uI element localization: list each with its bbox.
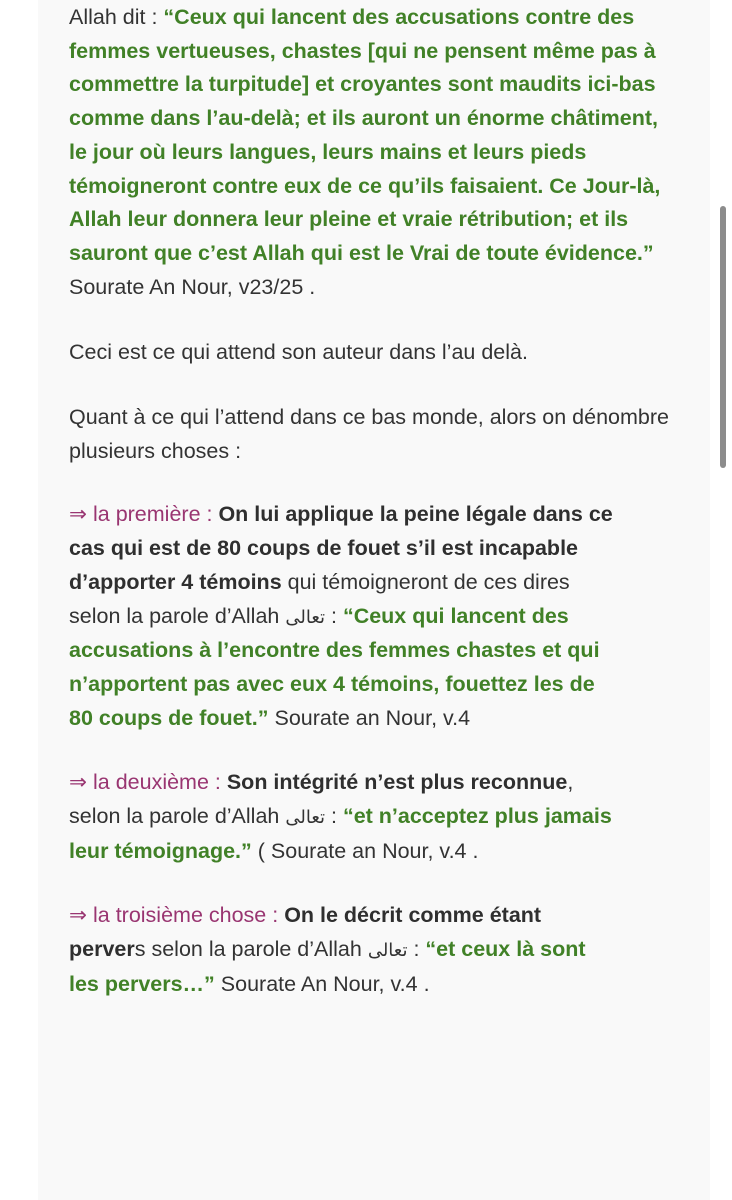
item-colon: : [325,603,343,628]
list-item-premiere [69,498,617,735]
item-text: qui témoigneront de ces dires selon la parole d’Allah [69,569,570,628]
quran-quote: “et ceux là sont les pervers…” [69,937,586,996]
list-item-deuxieme [69,766,617,868]
item-marker: ⇒ la deuxième : [69,770,227,795]
item-bold-text: On lui applique la peine légale dans ce cas qui est de 80 coups de fouet s’il est incapable d’apporter 4 témoins [69,502,613,594]
article-body [69,1,669,1002]
quran-quote: “et n’acceptez plus jamais leur témoignage.” [69,804,612,863]
arabic-word: تعالى [285,606,326,628]
item-colon: : [325,804,343,829]
sura-reference: Sourate An Nour, v23/25 . [69,274,316,299]
item-colon: : [407,937,426,962]
item-text: , selon la parole d’Allah [69,770,574,829]
vertical-scrollbar[interactable] [720,206,726,468]
arabic-word: تعالى [367,940,408,962]
sura-reference: Sourate an Nour, v.4 [268,705,471,730]
item-marker: ⇒ la troisième chose : [69,903,285,928]
intro-lead: Allah dit : [69,5,164,29]
quran-quote: “Ceux qui lancent des accusations contre des femmes vertueuses, chastes [qui ne pensent même pas à commettre la turpitude] et croyantes sont maudits ici-bas comme dans l’au-delà; et ils auront un énorme châtiment, le jour où leurs langues, leurs mains et leurs pieds témoigneront contre eux de ce qu’ils faisaient. Ce Jour-là, Allah leur donnera leur pleine et vraie rétribution; et ils sauront que c’est Allah qui est le Vrai de toute évidence.” [69,5,661,265]
paragraph-intro [69,1,669,304]
item-text: s selon la parole d’Allah [134,937,368,962]
sura-reference: Sourate An Nour, v.4 . [214,971,430,996]
paragraph-quant: Quant à ce qui l’attend dans ce bas monde, alors on dénombre plusieurs choses : [69,405,669,463]
quran-quote: “Ceux qui lancent des accusations à l’encontre des femmes chastes et qui n’apportent pas avec eux 4 témoins, fouettez les de 80 coups de fouet.” [69,603,600,730]
list-item-troisieme [69,899,617,1001]
item-marker: ⇒ la première : [69,502,219,527]
item-bold-text: On le décrit comme étant perver [69,903,542,962]
sura-reference: ( Sourate an Nour, v.4 . [251,838,479,863]
paragraph-ceci: Ceci est ce qui attend son auteur dans l’au delà. [69,340,528,365]
arabic-word: تعالى [285,807,326,829]
item-bold-text: Son intégrité n’est plus reconnue [226,770,568,795]
